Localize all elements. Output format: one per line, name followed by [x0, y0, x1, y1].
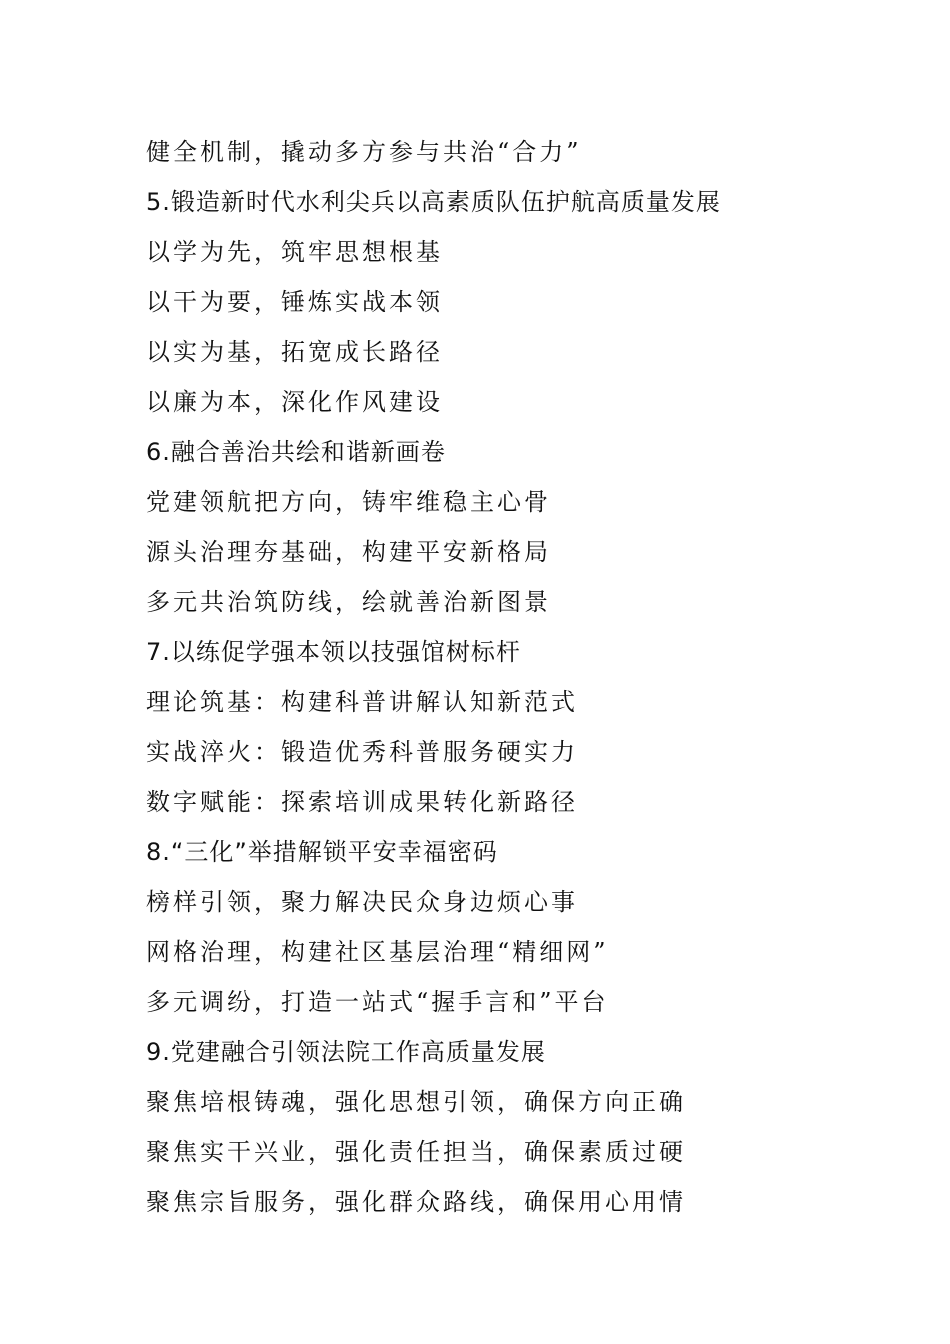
list-item: 理论筑基：构建科普讲解认知新范式	[146, 688, 578, 716]
document-body	[146, 127, 906, 1227]
section-heading: 5.锻造新时代水利尖兵以高素质队伍护航高质量发展	[146, 188, 721, 216]
list-item: 多元共治筑防线，绘就善治新图景	[146, 588, 551, 616]
section-heading: 7.以练促学强本领以技强馆树标杆	[146, 638, 521, 666]
list-item: 榜样引领，聚力解决民众身边烦心事	[146, 888, 578, 916]
list-item: 健全机制，撬动多方参与共治“合力”	[146, 138, 582, 166]
list-item: 多元调纷，打造一站式“握手言和”平台	[146, 988, 609, 1016]
list-item: 聚焦宗旨服务，强化群众路线，确保用心用情	[146, 1188, 686, 1216]
section-heading: 9.党建融合引领法院工作高质量发展	[146, 1038, 546, 1066]
section-heading: 8.“三化”举措解锁平安幸福密码	[146, 838, 498, 866]
list-item: 以学为先，筑牢思想根基	[146, 238, 443, 266]
list-item: 源头治理夯基础，构建平安新格局	[146, 538, 551, 566]
section-heading: 6.融合善治共绘和谐新画卷	[146, 438, 446, 466]
list-item: 党建领航把方向，铸牢维稳主心骨	[146, 488, 551, 516]
list-item: 以干为要，锤炼实战本领	[146, 288, 443, 316]
list-item: 聚焦培根铸魂，强化思想引领，确保方向正确	[146, 1088, 686, 1116]
list-item: 数字赋能：探索培训成果转化新路径	[146, 788, 578, 816]
list-item: 聚焦实干兴业，强化责任担当，确保素质过硬	[146, 1138, 686, 1166]
list-item: 以廉为本，深化作风建设	[146, 388, 443, 416]
list-item: 网格治理，构建社区基层治理“精细网”	[146, 938, 609, 966]
list-item: 以实为基，拓宽成长路径	[146, 338, 443, 366]
list-item: 实战淬火：锻造优秀科普服务硬实力	[146, 738, 578, 766]
